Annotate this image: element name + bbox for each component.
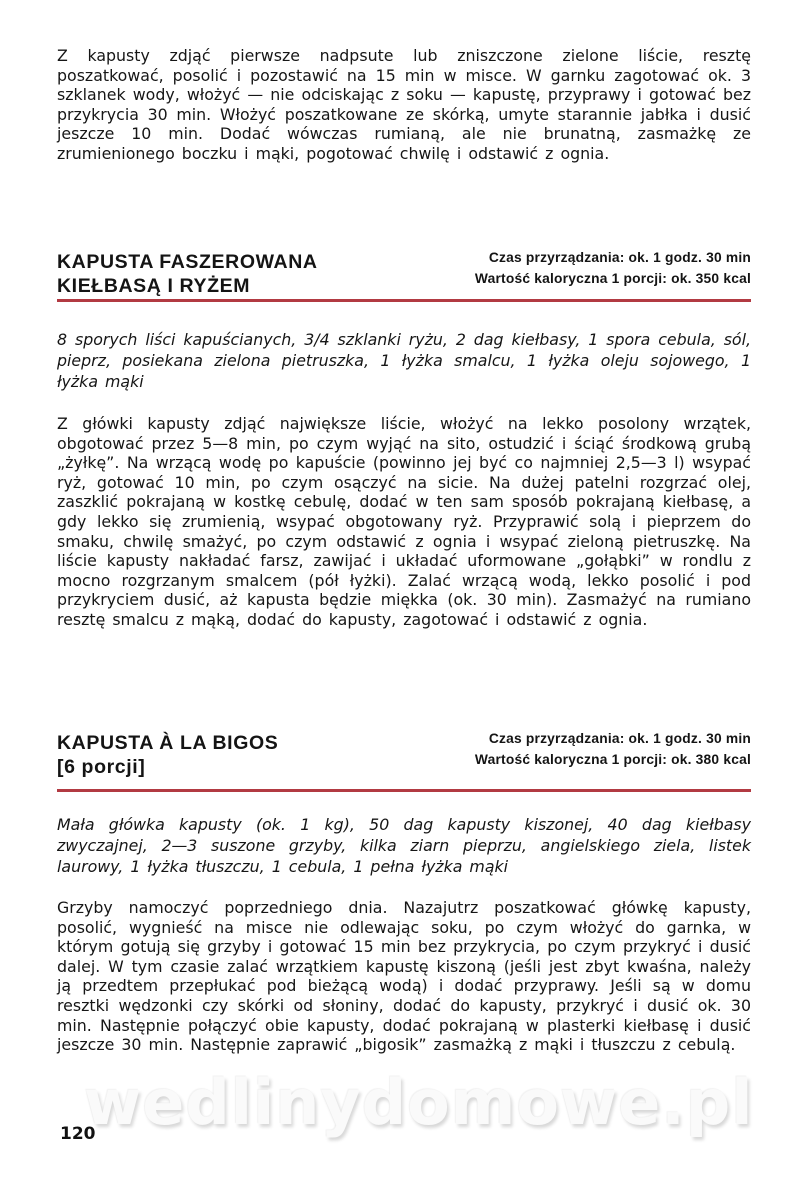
recipe-1-instructions: Z główki kapusty zdjąć największe liście, włożyć na lekko posolony wrzątek, obgotować przez 5—8 min, po czym wyjąć na sito, ostudzić i ściąć środkową grubą „żyłkę”. Na wrzącą wodę po kapuście (powinno jej być co najmniej 2,5—3 l) wsypać ryż, gotować 10 min, po czym osączyć na sicie. Na dużej patelni rozgrzać olej, zaszklić pokrajaną w kostkę cebulę, dodać w ten sam sposób pokrajaną kiełbasę, a gdy lekko się zrumienią, wsypać obgotowany ryż. Przyprawić solą i pieprzem do smaku, chwilę smażyć, po czym odstawić z ognia i wsypać zieloną pietruszkę. Na liście kapusty nakładać farsz, zawijać i układać uformowane „gołąbki” w rondlu z mocno rozgrzanym smalcem (pół łyżki). Zalać wrzącą wodą, lekko posolić i pod przykryciem dusić, aż kapusta będzie miękka (ok. 30 min). Zasmażyć na rumiano resztę smalcu z mąką, dodać do kapusty, zagotować i odstawić z ognia. — [57, 414, 751, 629]
prep-time: Czas przyrządzania: ok. 1 godz. 30 min — [488, 250, 751, 265]
prep-time: Czas przyrządzania: ok. 1 godz. 30 min — [488, 731, 751, 746]
recipe-1-ingredients: 8 sporych liści kapuścianych, 3/4 szklanki ryżu, 2 dag kiełbasy, 1 spora cebula, sól, pieprz, posiekana zielona pietruszka, 1 łyżka smalcu, 1 łyżka oleju sojowego, 1 łyżka mąki — [57, 330, 751, 391]
calorie-info: Wartość kaloryczna 1 porcji: ok. 350 kcal — [474, 270, 751, 286]
intro-paragraph: Z kapusty zdjąć pierwsze nadpsute lub zniszczone zielone liście, resztę poszatkować, posolić i pozostawić na 15 min w misce. W garnku zagotować ok. 3 szklanek wody, włożyć — nie odciskając z soku — kapustę, przyprawy i gotować bez przykrycia 30 min. Włożyć poszatkowane ze skórką, umyte starannie jabłka i dusić jeszcze 10 min. Dodać wówczas rumianą, ale nie brunatną, zasmażkę ze zrumienionego boczku i mąki, pogotować chwilę i odstawić z ognia. — [57, 46, 751, 163]
calorie-info: Wartość kaloryczna 1 porcji: ok. 380 kcal — [474, 751, 751, 767]
site-watermark: wedlinydomowe.pl — [84, 1066, 754, 1139]
recipe-2-meta — [475, 729, 751, 770]
recipe-2-title — [57, 731, 278, 779]
recipe-2-ingredients: Mała główka kapusty (ok. 1 kg), 50 dag kapusty kiszonej, 40 dag kiełbasy zwyczajnej, 2—3 suszone grzyby, kilka ziarn pieprzu, angielskiego ziela, listek laurowy, 1 łyżka tłuszczu, 1 cebula, 1 pełna łyżka mąki — [57, 815, 751, 876]
section-divider-rule — [57, 789, 751, 792]
recipe-title-line2: KIEŁBASĄ I RYŻEM — [57, 275, 251, 297]
recipe-2-header — [57, 731, 751, 783]
section-divider-rule — [57, 299, 751, 302]
recipe-title-line1: KAPUSTA À LA BIGOS — [57, 732, 279, 754]
recipe-title-line1: KAPUSTA FASZEROWANA — [57, 251, 318, 273]
recipe-1-meta — [475, 248, 751, 289]
recipe-1-title — [57, 250, 318, 298]
recipe-2-instructions: Grzyby namoczyć poprzedniego dnia. Nazajutrz poszatkować główkę kapusty, posolić, wygnieść na misce nie odlewając soku, po czym włożyć do garnka, w którym gotują się grzyby i gotować 15 min bez przykrycia, po czym przykryć i dusić dalej. W tym czasie zalać wrzątkiem kapustę kiszoną (jeśli jest zbyt kwaśna, należy ją przedtem przepłukać pod bieżącą wodą) i dodać przyprawy. Jeśli są w domu resztki wędzonki czy skórki od słoniny, dodać do kapusty, przykryć i dusić ok. 30 min. Następnie połączyć obie kapusty, dodać pokrajaną w plasterki kiełbasę i dusić jeszcze 30 min. Następnie zaprawić „bigosik” zasmażką z mąki i tłuszczu z cebulą. — [57, 898, 751, 1055]
recipe-title-line2: [6 porcji] — [57, 756, 146, 778]
recipe-1-header — [57, 250, 751, 302]
page-number: 120 — [60, 1124, 96, 1144]
